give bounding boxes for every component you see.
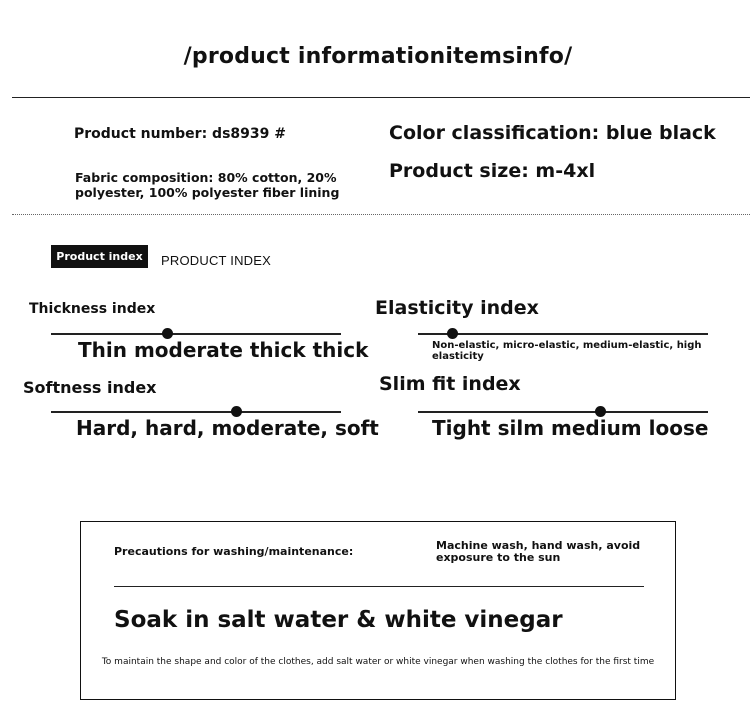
washing-precautions-label: Precautions for washing/maintenance:	[114, 545, 354, 558]
thickness-index-track	[51, 333, 341, 335]
washing-note: To maintain the shape and color of the clothes, add salt water or white vinegar when washing the clothes for the first time	[101, 657, 655, 667]
header-divider	[12, 97, 750, 98]
elasticity-index-label: Elasticity index	[375, 297, 539, 319]
elasticity-index-options: Non-elastic, micro-elastic, medium-elastic, high elasticity	[432, 340, 702, 362]
product-index-heading: PRODUCT INDEX	[161, 253, 271, 268]
thickness-index-options: Thin moderate thick thick	[78, 338, 369, 362]
thickness-index-label: Thickness index	[29, 301, 156, 317]
elasticity-index-track	[418, 333, 708, 335]
softness-index-options: Hard, hard, moderate, soft	[76, 416, 379, 440]
fabric-composition: Fabric composition: 80% cotton, 20% polyester, 100% polyester fiber lining	[75, 170, 340, 200]
color-classification: Color classification: blue black	[389, 122, 716, 144]
softness-index-label: Softness index	[23, 378, 157, 397]
product-number: Product number: ds8939 #	[74, 126, 286, 142]
softness-index-track	[51, 411, 341, 413]
washing-precautions-value: Machine wash, hand wash, avoid exposure to the sun	[436, 539, 641, 564]
product-index-badge: Product index	[51, 245, 148, 268]
dotted-divider	[12, 214, 750, 215]
slim-fit-index-options: Tight silm medium loose	[432, 416, 709, 440]
page-title: /product informationitemsinfo/	[183, 44, 573, 69]
washing-box-divider	[114, 586, 644, 587]
elasticity-index-marker	[447, 328, 458, 339]
slim-fit-index-track	[418, 411, 708, 413]
washing-headline: Soak in salt water & white vinegar	[114, 607, 563, 633]
product-size: Product size: m-4xl	[389, 160, 596, 182]
slim-fit-index-label: Slim fit index	[379, 373, 521, 395]
